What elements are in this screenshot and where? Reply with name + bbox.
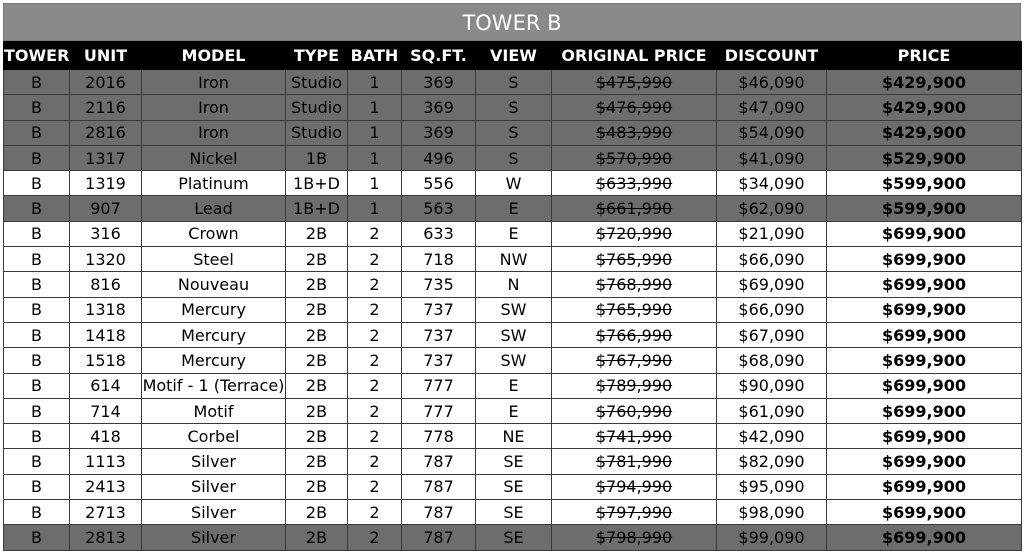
cell-view: SW [476,322,552,347]
cell-type: 2B [286,221,348,246]
cell-discount: $47,090 [717,95,827,120]
cell-price: $699,900 [827,221,1022,246]
cell-view: SE [476,525,552,550]
cell-type: Studio [286,95,348,120]
col-header-original-price: ORIGINAL PRICE [552,42,717,70]
cell-price: $699,900 [827,474,1022,499]
cell-orig: $765,990 [552,247,717,272]
cell-view: SW [476,297,552,322]
cell-price: $699,900 [827,348,1022,373]
cell-unit: 2116 [70,95,142,120]
cell-orig: $476,990 [552,95,717,120]
table-row [4,221,1022,246]
cell-discount: $95,090 [717,474,827,499]
col-header-tower: TOWER [4,42,70,70]
cell-price: $699,900 [827,272,1022,297]
cell-type: 2B [286,373,348,398]
cell-type: 2B [286,348,348,373]
cell-sqft: 718 [402,247,476,272]
cell-orig: $760,990 [552,398,717,423]
cell-sqft: 369 [402,95,476,120]
cell-discount: $82,090 [717,449,827,474]
cell-sqft: 563 [402,196,476,221]
cell-bath: 2 [348,348,402,373]
cell-discount: $69,090 [717,272,827,297]
cell-orig: $741,990 [552,424,717,449]
cell-view: SE [476,500,552,525]
cell-sqft: 496 [402,145,476,170]
cell-model: Platinum [142,171,286,196]
cell-orig: $661,990 [552,196,717,221]
cell-sqft: 777 [402,373,476,398]
cell-tower: B [4,474,70,499]
table-row [4,70,1022,95]
cell-orig: $570,990 [552,145,717,170]
cell-tower: B [4,95,70,120]
cell-unit: 2016 [70,70,142,95]
cell-orig: $633,990 [552,171,717,196]
cell-tower: B [4,525,70,550]
cell-discount: $46,090 [717,70,827,95]
cell-tower: B [4,247,70,272]
table-row [4,449,1022,474]
cell-type: 2B [286,297,348,322]
cell-type: 2B [286,272,348,297]
col-header-price: PRICE [827,42,1022,70]
table-row [4,120,1022,145]
col-header-discount: DISCOUNT [717,42,827,70]
table-row [4,322,1022,347]
cell-price: $529,900 [827,145,1022,170]
cell-discount: $98,090 [717,500,827,525]
table-row [4,196,1022,221]
cell-tower: B [4,424,70,449]
cell-unit: 2816 [70,120,142,145]
cell-price: $699,900 [827,500,1022,525]
cell-view: S [476,70,552,95]
table-row [4,297,1022,322]
cell-sqft: 633 [402,221,476,246]
cell-sqft: 787 [402,474,476,499]
cell-orig: $781,990 [552,449,717,474]
cell-view: E [476,221,552,246]
table-row [4,424,1022,449]
cell-sqft: 787 [402,449,476,474]
sheet-title: TOWER B [3,3,1021,41]
cell-type: 1B+D [286,196,348,221]
cell-type: 2B [286,424,348,449]
cell-view: NW [476,247,552,272]
cell-type: 2B [286,398,348,423]
cell-sqft: 556 [402,171,476,196]
cell-orig: $798,990 [552,525,717,550]
cell-price: $699,900 [827,322,1022,347]
header-row [4,42,1022,70]
table-row [4,500,1022,525]
col-header-unit: UNIT [70,42,142,70]
cell-bath: 2 [348,322,402,347]
cell-view: SE [476,474,552,499]
table-row [4,373,1022,398]
cell-tower: B [4,500,70,525]
cell-orig: $766,990 [552,322,717,347]
cell-orig: $765,990 [552,297,717,322]
cell-orig: $767,990 [552,348,717,373]
cell-type: 2B [286,449,348,474]
cell-bath: 1 [348,95,402,120]
cell-type: 2B [286,525,348,550]
cell-bath: 2 [348,272,402,297]
cell-model: Silver [142,474,286,499]
cell-tower: B [4,272,70,297]
cell-price: $429,900 [827,70,1022,95]
cell-price: $699,900 [827,398,1022,423]
cell-type: 2B [286,322,348,347]
cell-unit: 1518 [70,348,142,373]
cell-discount: $62,090 [717,196,827,221]
cell-tower: B [4,145,70,170]
cell-model: Iron [142,70,286,95]
cell-price: $699,900 [827,449,1022,474]
cell-type: 2B [286,500,348,525]
cell-sqft: 787 [402,525,476,550]
cell-price: $599,900 [827,196,1022,221]
cell-discount: $66,090 [717,297,827,322]
col-header-bath: BATH [348,42,402,70]
price-sheet [3,3,1021,551]
cell-bath: 2 [348,297,402,322]
cell-model: Crown [142,221,286,246]
cell-type: 2B [286,474,348,499]
cell-model: Iron [142,95,286,120]
cell-discount: $90,090 [717,373,827,398]
cell-type: 1B+D [286,171,348,196]
cell-tower: B [4,373,70,398]
cell-bath: 2 [348,398,402,423]
cell-model: Corbel [142,424,286,449]
cell-view: E [476,373,552,398]
cell-model: Silver [142,525,286,550]
cell-price: $429,900 [827,95,1022,120]
table-row [4,171,1022,196]
cell-model: Motif [142,398,286,423]
cell-model: Motif - 1 (Terrace) [142,373,286,398]
cell-price: $699,900 [827,247,1022,272]
cell-model: Mercury [142,348,286,373]
cell-type: Studio [286,120,348,145]
table-row [4,398,1022,423]
cell-price: $699,900 [827,297,1022,322]
cell-tower: B [4,398,70,423]
cell-discount: $67,090 [717,322,827,347]
cell-discount: $99,090 [717,525,827,550]
cell-bath: 2 [348,221,402,246]
cell-model: Lead [142,196,286,221]
cell-unit: 1319 [70,171,142,196]
cell-orig: $789,990 [552,373,717,398]
table-row [4,272,1022,297]
cell-view: SW [476,348,552,373]
cell-unit: 816 [70,272,142,297]
cell-sqft: 737 [402,297,476,322]
cell-unit: 714 [70,398,142,423]
table-row [4,525,1022,550]
cell-bath: 2 [348,449,402,474]
table-row [4,247,1022,272]
cell-bath: 1 [348,120,402,145]
cell-unit: 1320 [70,247,142,272]
col-header-model: MODEL [142,42,286,70]
cell-price: $699,900 [827,373,1022,398]
cell-discount: $41,090 [717,145,827,170]
cell-price: $599,900 [827,171,1022,196]
cell-sqft: 777 [402,398,476,423]
cell-unit: 1318 [70,297,142,322]
cell-view: W [476,171,552,196]
cell-model: Mercury [142,322,286,347]
cell-sqft: 369 [402,120,476,145]
cell-unit: 1418 [70,322,142,347]
cell-tower: B [4,348,70,373]
col-header-view: VIEW [476,42,552,70]
cell-view: SE [476,449,552,474]
cell-tower: B [4,449,70,474]
cell-view: E [476,398,552,423]
cell-orig: $768,990 [552,272,717,297]
cell-discount: $61,090 [717,398,827,423]
cell-sqft: 735 [402,272,476,297]
cell-sqft: 778 [402,424,476,449]
cell-bath: 2 [348,424,402,449]
table-row [4,348,1022,373]
cell-bath: 2 [348,247,402,272]
cell-discount: $68,090 [717,348,827,373]
cell-tower: B [4,322,70,347]
table-row [4,95,1022,120]
units-table [3,41,1022,551]
cell-unit: 418 [70,424,142,449]
cell-discount: $54,090 [717,120,827,145]
cell-orig: $475,990 [552,70,717,95]
cell-sqft: 369 [402,70,476,95]
cell-orig: $483,990 [552,120,717,145]
cell-view: N [476,272,552,297]
cell-price: $699,900 [827,525,1022,550]
cell-tower: B [4,120,70,145]
cell-bath: 1 [348,196,402,221]
cell-orig: $794,990 [552,474,717,499]
cell-type: 1B [286,145,348,170]
cell-view: S [476,95,552,120]
cell-price: $699,900 [827,424,1022,449]
cell-model: Silver [142,500,286,525]
cell-orig: $797,990 [552,500,717,525]
cell-type: Studio [286,70,348,95]
cell-unit: 2413 [70,474,142,499]
cell-model: Silver [142,449,286,474]
cell-bath: 2 [348,525,402,550]
cell-orig: $720,990 [552,221,717,246]
cell-tower: B [4,70,70,95]
cell-tower: B [4,221,70,246]
cell-discount: $66,090 [717,247,827,272]
cell-bath: 2 [348,474,402,499]
cell-model: Nouveau [142,272,286,297]
cell-bath: 2 [348,373,402,398]
cell-model: Iron [142,120,286,145]
cell-discount: $42,090 [717,424,827,449]
cell-bath: 1 [348,171,402,196]
cell-unit: 2713 [70,500,142,525]
table-row [4,474,1022,499]
cell-sqft: 737 [402,348,476,373]
cell-unit: 614 [70,373,142,398]
col-header-sqft: SQ.FT. [402,42,476,70]
cell-tower: B [4,171,70,196]
cell-unit: 1113 [70,449,142,474]
cell-unit: 1317 [70,145,142,170]
cell-bath: 1 [348,145,402,170]
cell-tower: B [4,297,70,322]
cell-tower: B [4,196,70,221]
cell-unit: 2813 [70,525,142,550]
col-header-type: TYPE [286,42,348,70]
cell-price: $429,900 [827,120,1022,145]
cell-sqft: 737 [402,322,476,347]
cell-model: Steel [142,247,286,272]
cell-unit: 316 [70,221,142,246]
cell-view: E [476,196,552,221]
cell-bath: 1 [348,70,402,95]
cell-unit: 907 [70,196,142,221]
cell-view: S [476,145,552,170]
cell-model: Nickel [142,145,286,170]
cell-view: S [476,120,552,145]
cell-discount: $21,090 [717,221,827,246]
cell-bath: 2 [348,500,402,525]
cell-model: Mercury [142,297,286,322]
cell-view: NE [476,424,552,449]
table-row [4,145,1022,170]
cell-discount: $34,090 [717,171,827,196]
cell-type: 2B [286,247,348,272]
cell-sqft: 787 [402,500,476,525]
